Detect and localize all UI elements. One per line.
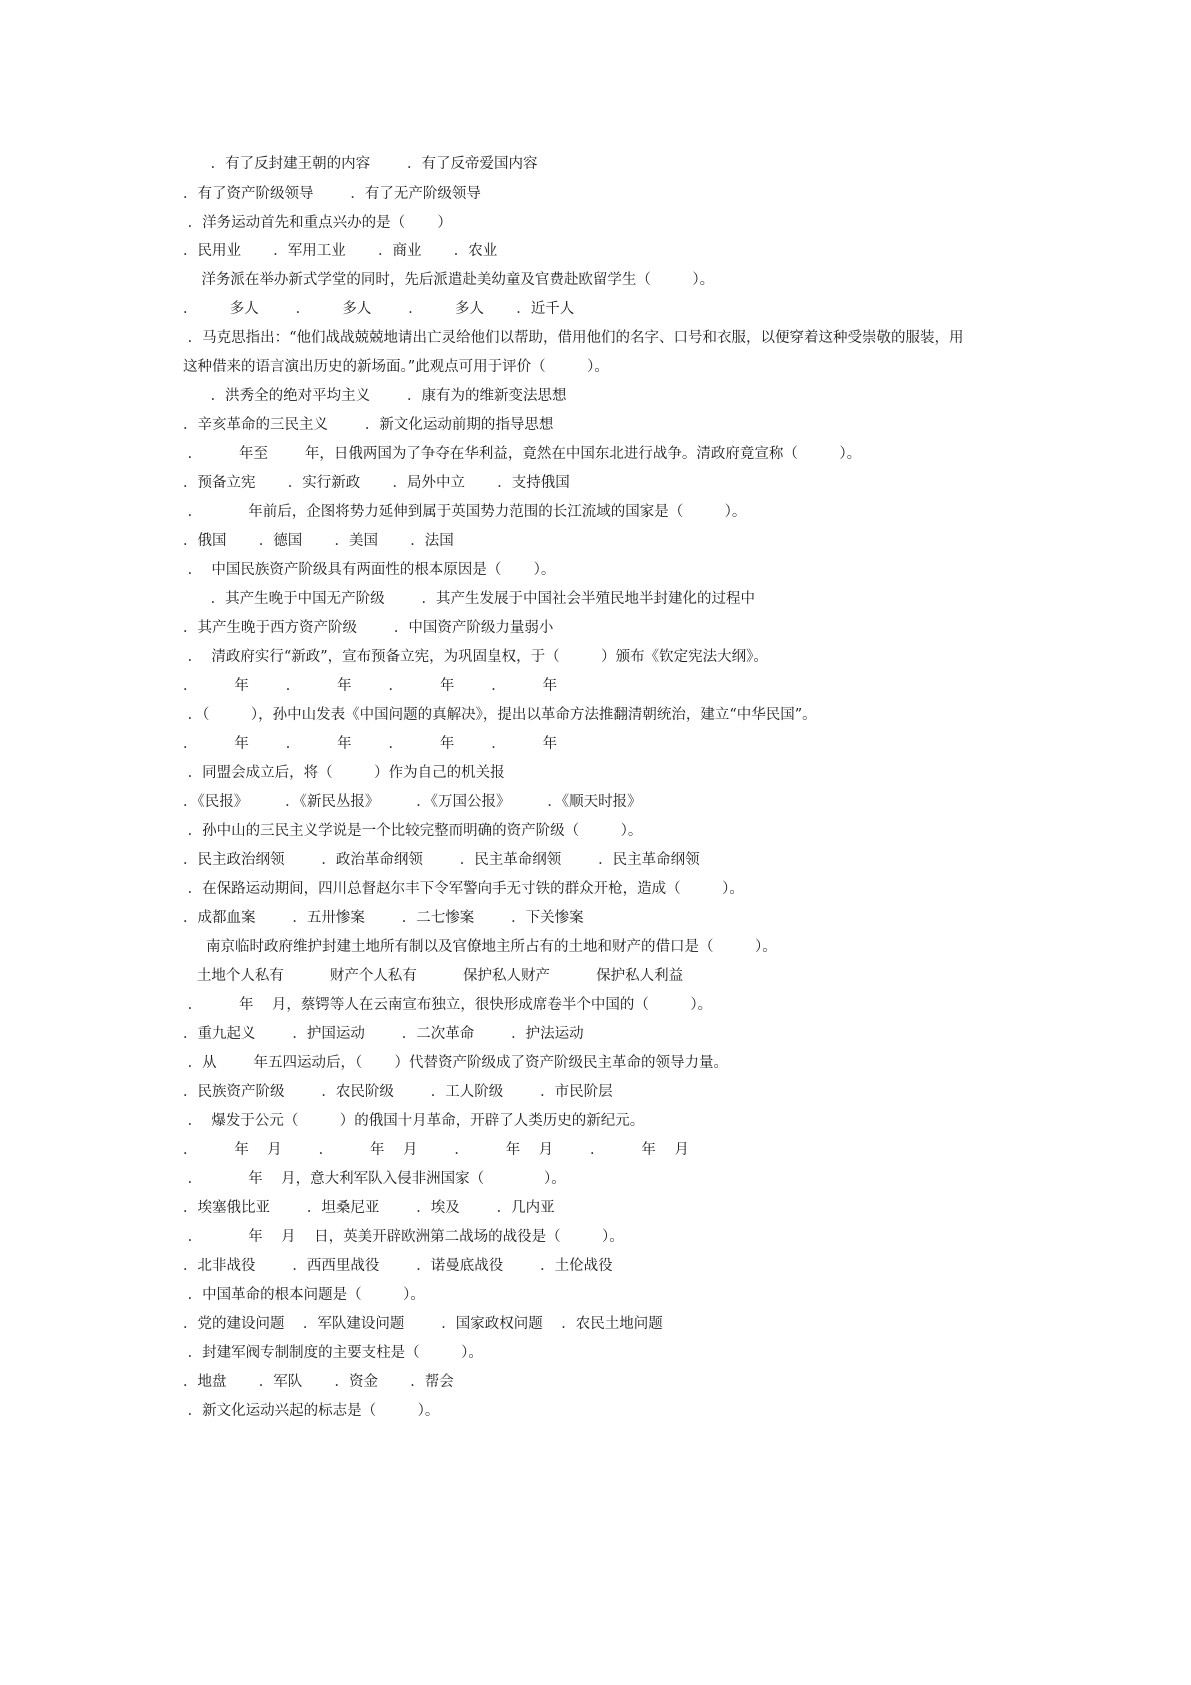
text-line: ．其产生晚于西方资产阶级 ．中国资产阶级力量弱小 [183, 620, 554, 636]
text-line: ．孙中山的三民主义学说是一个比较完整而明确的资产阶级（ ）。 [183, 823, 643, 839]
text-line: ．洪秀全的绝对平均主义 ．康有为的维新变法思想 [183, 388, 567, 404]
text-line: 这种借来的语言演出历史的新场面。”此观点可用于评价（ ）。 [183, 359, 609, 375]
text-line: ．其产生晚于中国无产阶级 ．其产生发展于中国社会半殖民地半封建化的过程中 [183, 591, 756, 607]
text-line: 南京临时政府维护封建土地所有制以及官僚地主所占有的土地和财产的借口是（ ）。 [183, 939, 777, 955]
text-line: ． 年 ． 年 ． 年 ． 年 [183, 736, 558, 752]
text-line: ．洋务运动首先和重点兴办的是（ ） [183, 215, 452, 231]
text-line: ． 中国民族资产阶级具有两面性的根本原因是（ ）。 [183, 562, 556, 578]
text-line: ．从 年五四运动后，（ ）代替资产阶级成了资产阶级民主革命的领导力量。 [183, 1055, 728, 1071]
text-line: ．有了反封建王朝的内容 ．有了反帝爱国内容 [183, 156, 538, 172]
text-line: ． 多人 ． 多人 ． 多人 ．近千人 [183, 301, 575, 317]
text-line: ．同盟会成立后，将（ ）作为自己的机关报 [183, 765, 505, 781]
text-line: ．有了资产阶级领导 ．有了无产阶级领导 [183, 186, 481, 202]
text-line: ．辛亥革命的三民主义 ．新文化运动前期的指导思想 [183, 417, 554, 433]
text-line: ． 年前后，企图将势力延伸到属于英国势力范围的长江流域的国家是（ ）。 [183, 504, 747, 520]
text-line: ． 年至 年，日俄两国为了争夺在华利益，竟然在中国东北进行战争。清政府竟宣称（ ）。 [183, 446, 862, 462]
text-line: ．地盘 ．军队 ．资金 ．帮会 [183, 1374, 454, 1390]
text-line: ．预备立宪 ．实行新政 ．局外中立 ．支持俄国 [183, 475, 570, 491]
text-line: ． 爆发于公元（ ）的俄国十月革命，开辟了人类历史的新纪元。 [183, 1113, 645, 1129]
text-line: ．民主政治纲领 ．政治革命纲领 ．民主革命纲领 ．民主革命纲领 [183, 852, 700, 868]
text-line: ．埃塞俄比亚 ．坦桑尼亚 ．埃及 ．几内亚 [183, 1200, 555, 1216]
text-line: ．成都血案 ．五卅惨案 ．二七惨案 ．下关惨案 [183, 910, 584, 926]
text-line: ．马克思指出：“他们战战兢兢地请出亡灵给他们以帮助，借用他们的名字、口号和衣服，以便穿着这种受崇敬的服装，用 [183, 330, 964, 346]
text-line: ． 年 月 ． 年 月 ． 年 月 ． 年 月 [183, 1142, 689, 1158]
text-line: ．民用业 ．军用工业 ．商业 ．农业 [183, 243, 498, 259]
text-line: ．北非战役 ．西西里战役 ．诺曼底战役 ．土伦战役 [183, 1258, 613, 1274]
text-line: ． 年 月，蔡锷等人在云南宣布独立，很快形成席卷半个中国的（ ）。 [183, 997, 713, 1013]
text-line: ．俄国 ．德国 ．美国 ．法国 [183, 533, 454, 549]
text-line: ． 年 月，意大利军队入侵非洲国家（ ）。 [183, 1171, 566, 1187]
text-line: 洋务派在举办新式学堂的同时，先后派遣赴美幼童及官费赴欧留学生（ ）。 [183, 272, 715, 288]
text-line: ．党的建设问题 ．军队建设问题 ．国家政权问题 ．农民土地问题 [183, 1316, 663, 1332]
text-line: 土地个人私有 财产个人私有 保护私人财产 保护私人利益 [183, 968, 684, 984]
text-line: ．（ ），孙中山发表《中国问题的真解决》，提出以革命方法推翻清朝统治，建立“中华民国”。 [183, 707, 817, 723]
text-line: ．民族资产阶级 ．农民阶级 ．工人阶级 ．市民阶层 [183, 1084, 613, 1100]
text-line: ．新文化运动兴起的标志是（ ）。 [183, 1403, 440, 1419]
text-line: ．重九起义 ．护国运动 ．二次革命 ．护法运动 [183, 1026, 584, 1042]
text-line: ．在保路运动期间，四川总督赵尔丰下令军警向手无寸铁的群众开枪，造成（ ）。 [183, 881, 744, 897]
text-line: ．封建军阀专制制度的主要支柱是（ ）。 [183, 1345, 483, 1361]
text-line: ．中国革命的根本问题是（ ）。 [183, 1287, 425, 1303]
text-line: ． 年 月 日，英美开辟欧洲第二战场的战役是（ ）。 [183, 1229, 624, 1245]
text-line: ． 年 ． 年 ． 年 ． 年 [183, 678, 558, 694]
text-line: ． 清政府实行“新政”，宣布预备立宪，为巩固皇权，于（ ）颁布《钦定宪法大纲》。 [183, 649, 768, 665]
text-line: ．《民报》 ．《新民丛报》 ．《万国公报》 ．《顺天时报》 [183, 794, 642, 810]
